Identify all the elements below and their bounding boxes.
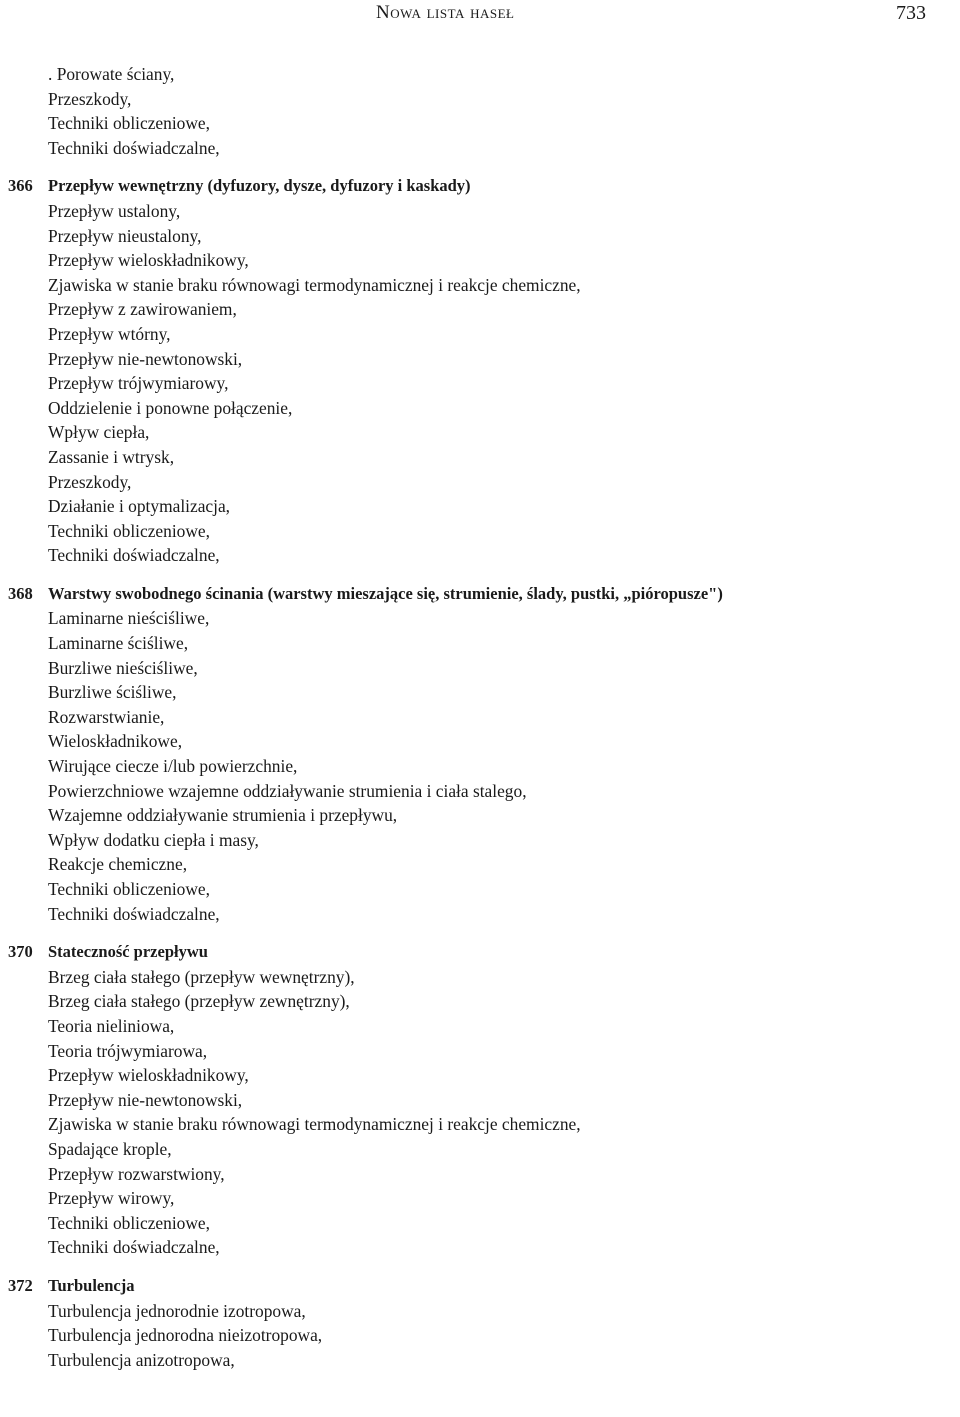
- running-title: Nowa lista haseł: [376, 2, 515, 23]
- list-item: Wirujące ciecze i/lub powierzchnie,: [48, 756, 298, 777]
- section-title: Turbulencja: [48, 1275, 135, 1295]
- section-heading: [0, 940, 960, 965]
- section-title: Warstwy swobodnego ścinania (warstwy mieszające się, strumienie, ślady, pustki, „pióropusze"): [48, 583, 723, 603]
- section-372: [0, 1274, 960, 1372]
- section-heading: [0, 582, 960, 607]
- list-item: Przeszkody,: [48, 88, 132, 109]
- section-366: [0, 174, 960, 568]
- list-item: Wpływ ciepła,: [48, 422, 150, 443]
- list-item: Przepływ wtórny,: [48, 323, 171, 344]
- list-item: Burzliwe ściśliwe,: [48, 682, 177, 703]
- section-heading: [0, 174, 960, 199]
- section-title: Przepływ wewnętrzny (dyfuzory, dysze, dyfuzory i kaskady): [48, 176, 471, 196]
- page-number: 733: [896, 2, 926, 24]
- list-item: Zjawiska w stanie braku równowagi termodynamicznej i reakcje chemiczne,: [48, 274, 581, 295]
- list-item: . Porowate ściany,: [48, 64, 175, 84]
- list-item: Techniki doświadczalne,: [48, 1237, 220, 1258]
- list-item: Burzliwe nieściśliwe,: [48, 657, 198, 678]
- list-item: Teoria nieliniowa,: [48, 1015, 175, 1036]
- list-item: Przepływ ustalony,: [48, 200, 181, 221]
- index-list: [0, 62, 960, 1372]
- intro-items: [0, 62, 960, 160]
- section-368: [0, 582, 960, 926]
- list-item: Laminarne ściśliwe,: [48, 633, 189, 654]
- list-item: Reakcje chemiczne,: [48, 854, 188, 875]
- list-item: Przepływ nieustalony,: [48, 225, 202, 246]
- list-item: Przepływ wirowy,: [48, 1188, 175, 1209]
- list-item: Techniki obliczeniowe,: [48, 1212, 211, 1233]
- list-item: Wpływ dodatku ciepła i masy,: [48, 829, 259, 850]
- list-item: Przeszkody,: [48, 471, 132, 492]
- page-header: [0, 2, 960, 32]
- list-item: Przepływ wieloskładnikowy,: [48, 1065, 249, 1086]
- list-item: Techniki obliczeniowe,: [48, 113, 211, 134]
- list-item: Turbulencja anizotropowa,: [48, 1349, 235, 1370]
- list-item: Oddzielenie i ponowne połączenie,: [48, 397, 293, 418]
- list-item: Przepływ nie-newtonowski,: [48, 1089, 243, 1110]
- section-370: [0, 940, 960, 1260]
- section-number: 370: [8, 942, 33, 962]
- list-item: Teoria trójwymiarowa,: [48, 1040, 208, 1061]
- list-item: Przepływ nie-newtonowski,: [48, 348, 243, 369]
- list-item: Działanie i optymalizacja,: [48, 496, 231, 517]
- section-number: 368: [8, 583, 33, 603]
- list-item: Brzeg ciała stałego (przepływ wewnętrzny),: [48, 966, 355, 987]
- list-item: Turbulencja jednorodnie izotropowa,: [48, 1300, 306, 1321]
- list-item: Laminarne nieściśliwe,: [48, 608, 210, 629]
- section-number: 366: [8, 176, 33, 196]
- list-item: Wieloskładnikowe,: [48, 731, 183, 752]
- list-item: Techniki doświadczalne,: [48, 137, 220, 158]
- list-item: Wzajemne oddziaływanie strumienia i przepływu,: [48, 805, 398, 826]
- section-heading: [0, 1274, 960, 1299]
- list-item: Techniki obliczeniowe,: [48, 879, 211, 899]
- list-item: Techniki obliczeniowe,: [48, 520, 211, 541]
- list-item: Przepływ wieloskładnikowy,: [48, 250, 249, 271]
- list-item: Spadające krople,: [48, 1138, 172, 1159]
- section-number: 372: [8, 1275, 33, 1295]
- list-item: Zjawiska w stanie braku równowagi termodynamicznej i reakcje chemiczne,: [48, 1114, 581, 1135]
- list-item: Przepływ trójwymiarowy,: [48, 373, 229, 394]
- list-item: Rozwarstwianie,: [48, 706, 165, 727]
- list-item: Przepływ rozwarstwiony,: [48, 1163, 225, 1184]
- list-item: Turbulencja jednorodna nieizotropowa,: [48, 1325, 323, 1346]
- list-item: Przepływ z zawirowaniem,: [48, 299, 237, 320]
- list-item: Zassanie i wtrysk,: [48, 446, 175, 467]
- list-item: Brzeg ciała stałego (przepływ zewnętrzny),: [48, 991, 350, 1012]
- section-title: Stateczność przepływu: [48, 942, 208, 962]
- list-item: Techniki doświadczalne,: [48, 903, 220, 924]
- list-item: Powierzchniowe wzajemne oddziaływanie strumienia i ciała stalego,: [48, 780, 527, 801]
- list-item: Techniki doświadczalne,: [48, 545, 220, 566]
